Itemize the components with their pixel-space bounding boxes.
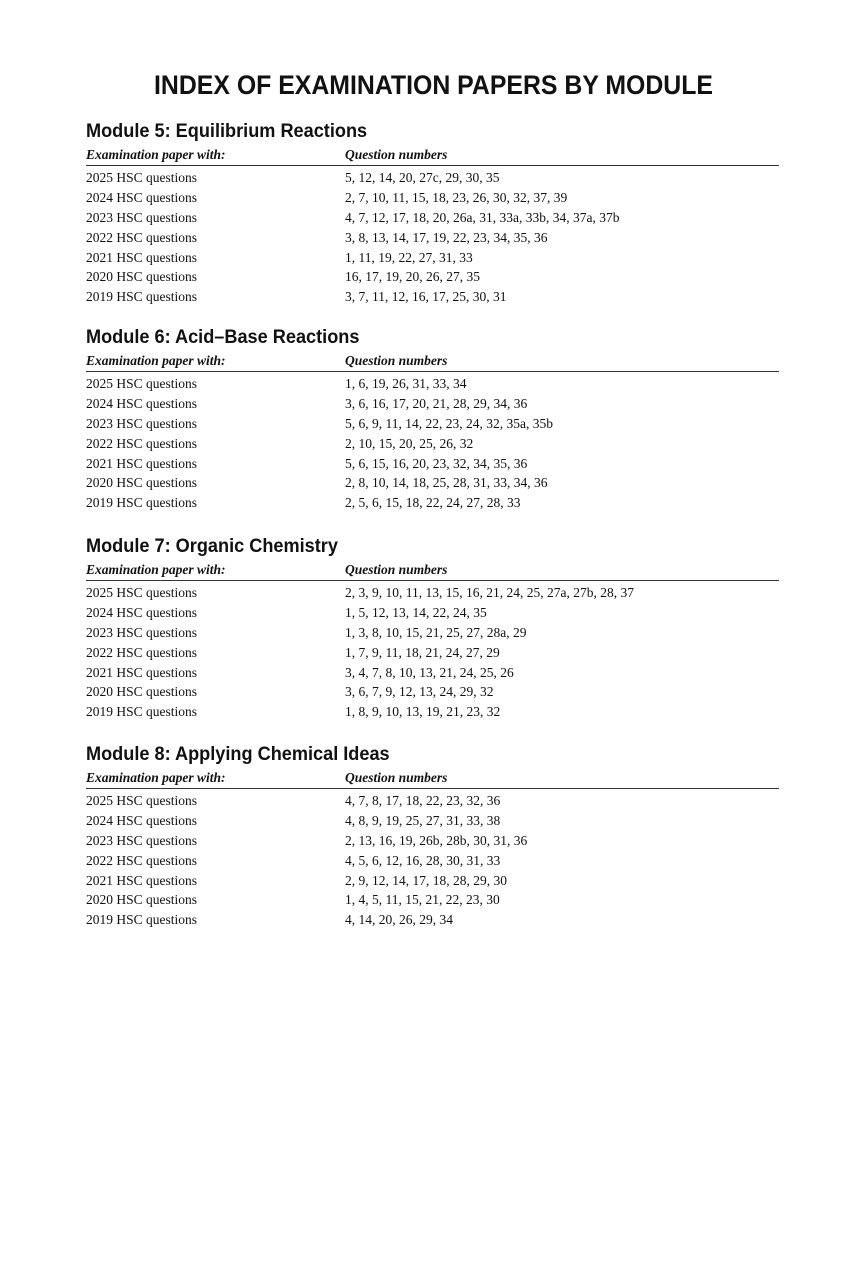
table-row xyxy=(86,871,779,891)
module-heading: Module 5: Equilibrium Reactions xyxy=(86,120,368,142)
paper-cell: 2022 HSC questions xyxy=(86,435,198,451)
module-heading: Module 6: Acid–Base Reactions xyxy=(86,326,360,348)
question-numbers-cell: 4, 14, 20, 26, 29, 34 xyxy=(345,912,453,928)
table-row xyxy=(86,434,779,454)
table-row xyxy=(86,208,779,228)
paper-cell: 2024 HSC questions xyxy=(86,812,198,828)
paper-cell: 2025 HSC questions xyxy=(86,170,198,185)
table-row xyxy=(86,791,779,811)
paper-cell: 2025 HSC questions xyxy=(86,376,198,391)
column-header-paper: Examination paper with: xyxy=(86,562,226,577)
paper-cell: 2021 HSC questions xyxy=(86,872,198,888)
paper-cell: 2025 HSC questions xyxy=(86,793,198,808)
question-numbers-cell: 4, 8, 9, 19, 25, 27, 31, 33, 38 xyxy=(345,812,501,828)
paper-cell: 2021 HSC questions xyxy=(86,249,198,265)
question-numbers-cell: 2, 5, 6, 15, 18, 22, 24, 27, 28, 33 xyxy=(345,495,521,511)
paper-cell: 2020 HSC questions xyxy=(86,892,198,908)
table-row xyxy=(86,851,779,871)
question-numbers-cell: 1, 11, 19, 22, 27, 31, 33 xyxy=(345,249,473,265)
question-numbers-cell: 2, 8, 10, 14, 18, 25, 28, 31, 33, 34, 36 xyxy=(345,475,548,491)
table-row xyxy=(86,663,779,683)
question-numbers-cell: 1, 7, 9, 11, 18, 21, 24, 27, 29 xyxy=(345,644,500,660)
question-numbers-cell: 1, 3, 8, 10, 15, 21, 25, 27, 28a, 29 xyxy=(345,624,527,640)
page-title: INDEX OF EXAMINATION PAPERS BY MODULE xyxy=(154,70,713,100)
paper-cell: 2023 HSC questions xyxy=(86,624,198,640)
question-numbers-cell: 16, 17, 19, 20, 26, 27, 35 xyxy=(345,269,480,285)
paper-cell: 2021 HSC questions xyxy=(86,455,198,471)
question-numbers-cell: 1, 4, 5, 11, 15, 21, 22, 23, 30 xyxy=(345,892,500,908)
question-numbers-cell: 1, 5, 12, 13, 14, 22, 24, 35 xyxy=(345,604,487,620)
table-row xyxy=(86,623,779,643)
paper-cell: 2022 HSC questions xyxy=(86,229,198,245)
question-numbers-cell: 4, 7, 12, 17, 18, 20, 26a, 31, 33a, 33b, 34, 37a, 37b xyxy=(345,209,620,225)
table-body xyxy=(86,168,779,307)
paper-cell: 2019 HSC questions xyxy=(86,289,198,305)
table-row xyxy=(86,228,779,248)
table-header xyxy=(86,145,779,166)
paper-cell: 2023 HSC questions xyxy=(86,209,198,225)
paper-cell: 2025 HSC questions xyxy=(86,585,198,600)
table-row xyxy=(86,287,779,307)
table-row xyxy=(86,267,779,287)
table-row xyxy=(86,910,779,930)
table-row xyxy=(86,414,779,434)
table-row xyxy=(86,188,779,208)
module-heading: Module 8: Applying Chemical Ideas xyxy=(86,743,390,765)
paper-cell: 2020 HSC questions xyxy=(86,684,198,700)
question-numbers-cell: 5, 6, 9, 11, 14, 22, 23, 24, 32, 35a, 35b xyxy=(345,415,553,431)
paper-cell: 2024 HSC questions xyxy=(86,604,198,620)
question-numbers-cell: 3, 8, 13, 14, 17, 19, 22, 23, 34, 35, 36 xyxy=(345,229,548,245)
column-header-questions: Question numbers xyxy=(345,353,448,368)
table-row xyxy=(86,248,779,268)
question-numbers-cell: 2, 9, 12, 14, 17, 18, 28, 29, 30 xyxy=(345,872,507,888)
module-8-section xyxy=(86,740,779,930)
table-row xyxy=(86,603,779,623)
question-numbers-cell: 3, 7, 11, 12, 16, 17, 25, 30, 31 xyxy=(345,289,507,305)
question-numbers-cell: 2, 13, 16, 19, 26b, 28b, 30, 31, 36 xyxy=(345,832,528,848)
paper-cell: 2019 HSC questions xyxy=(86,704,198,720)
table-row xyxy=(86,643,779,663)
paper-cell: 2024 HSC questions xyxy=(86,189,198,205)
module-6-section xyxy=(86,323,779,513)
paper-cell: 2020 HSC questions xyxy=(86,269,198,285)
table-row xyxy=(86,473,779,493)
paper-cell: 2019 HSC questions xyxy=(86,495,198,511)
table-header xyxy=(86,560,779,581)
question-numbers-cell: 5, 6, 15, 16, 20, 23, 32, 34, 35, 36 xyxy=(345,455,528,471)
column-header-paper: Examination paper with: xyxy=(86,770,226,785)
table-header xyxy=(86,768,779,789)
column-header-questions: Question numbers xyxy=(345,770,448,785)
question-numbers-cell: 3, 6, 16, 17, 20, 21, 28, 29, 34, 36 xyxy=(345,395,528,411)
column-header-paper: Examination paper with: xyxy=(86,147,226,162)
paper-cell: 2023 HSC questions xyxy=(86,832,198,848)
table-header xyxy=(86,351,779,372)
table-row xyxy=(86,394,779,414)
question-numbers-cell: 4, 7, 8, 17, 18, 22, 23, 32, 36 xyxy=(345,793,501,808)
module-7-section xyxy=(86,532,779,722)
question-numbers-cell: 5, 12, 14, 20, 27c, 29, 30, 35 xyxy=(345,170,500,185)
table-row xyxy=(86,583,779,603)
table-row xyxy=(86,493,779,513)
table-row xyxy=(86,890,779,910)
question-numbers-cell: 3, 6, 7, 9, 12, 13, 24, 29, 32 xyxy=(345,684,494,700)
paper-cell: 2019 HSC questions xyxy=(86,912,198,928)
table-row xyxy=(86,454,779,474)
column-header-questions: Question numbers xyxy=(345,147,448,162)
column-header-questions: Question numbers xyxy=(345,562,448,577)
paper-cell: 2022 HSC questions xyxy=(86,644,198,660)
table-body xyxy=(86,374,779,513)
question-numbers-cell: 2, 10, 15, 20, 25, 26, 32 xyxy=(345,435,474,451)
column-header-paper: Examination paper with: xyxy=(86,353,226,368)
table-body xyxy=(86,791,779,930)
table-row xyxy=(86,831,779,851)
table-row xyxy=(86,811,779,831)
table-row xyxy=(86,374,779,394)
module-5-section xyxy=(86,117,779,307)
paper-cell: 2020 HSC questions xyxy=(86,475,198,491)
question-numbers-cell: 1, 8, 9, 10, 13, 19, 21, 23, 32 xyxy=(345,704,501,720)
question-numbers-cell: 1, 6, 19, 26, 31, 33, 34 xyxy=(345,376,467,391)
question-numbers-cell: 2, 3, 9, 10, 11, 13, 15, 16, 21, 24, 25, 27a, 27b, 28, 37 xyxy=(345,585,634,600)
question-numbers-cell: 3, 4, 7, 8, 10, 13, 21, 24, 25, 26 xyxy=(345,664,514,680)
table-body xyxy=(86,583,779,722)
paper-cell: 2022 HSC questions xyxy=(86,852,198,868)
table-row xyxy=(86,168,779,188)
paper-cell: 2021 HSC questions xyxy=(86,664,198,680)
table-row xyxy=(86,682,779,702)
module-heading: Module 7: Organic Chemistry xyxy=(86,535,338,557)
table-row xyxy=(86,702,779,722)
paper-cell: 2024 HSC questions xyxy=(86,395,198,411)
question-numbers-cell: 4, 5, 6, 12, 16, 28, 30, 31, 33 xyxy=(345,852,501,868)
question-numbers-cell: 2, 7, 10, 11, 15, 18, 23, 26, 30, 32, 37, 39 xyxy=(345,189,568,205)
paper-cell: 2023 HSC questions xyxy=(86,415,198,431)
